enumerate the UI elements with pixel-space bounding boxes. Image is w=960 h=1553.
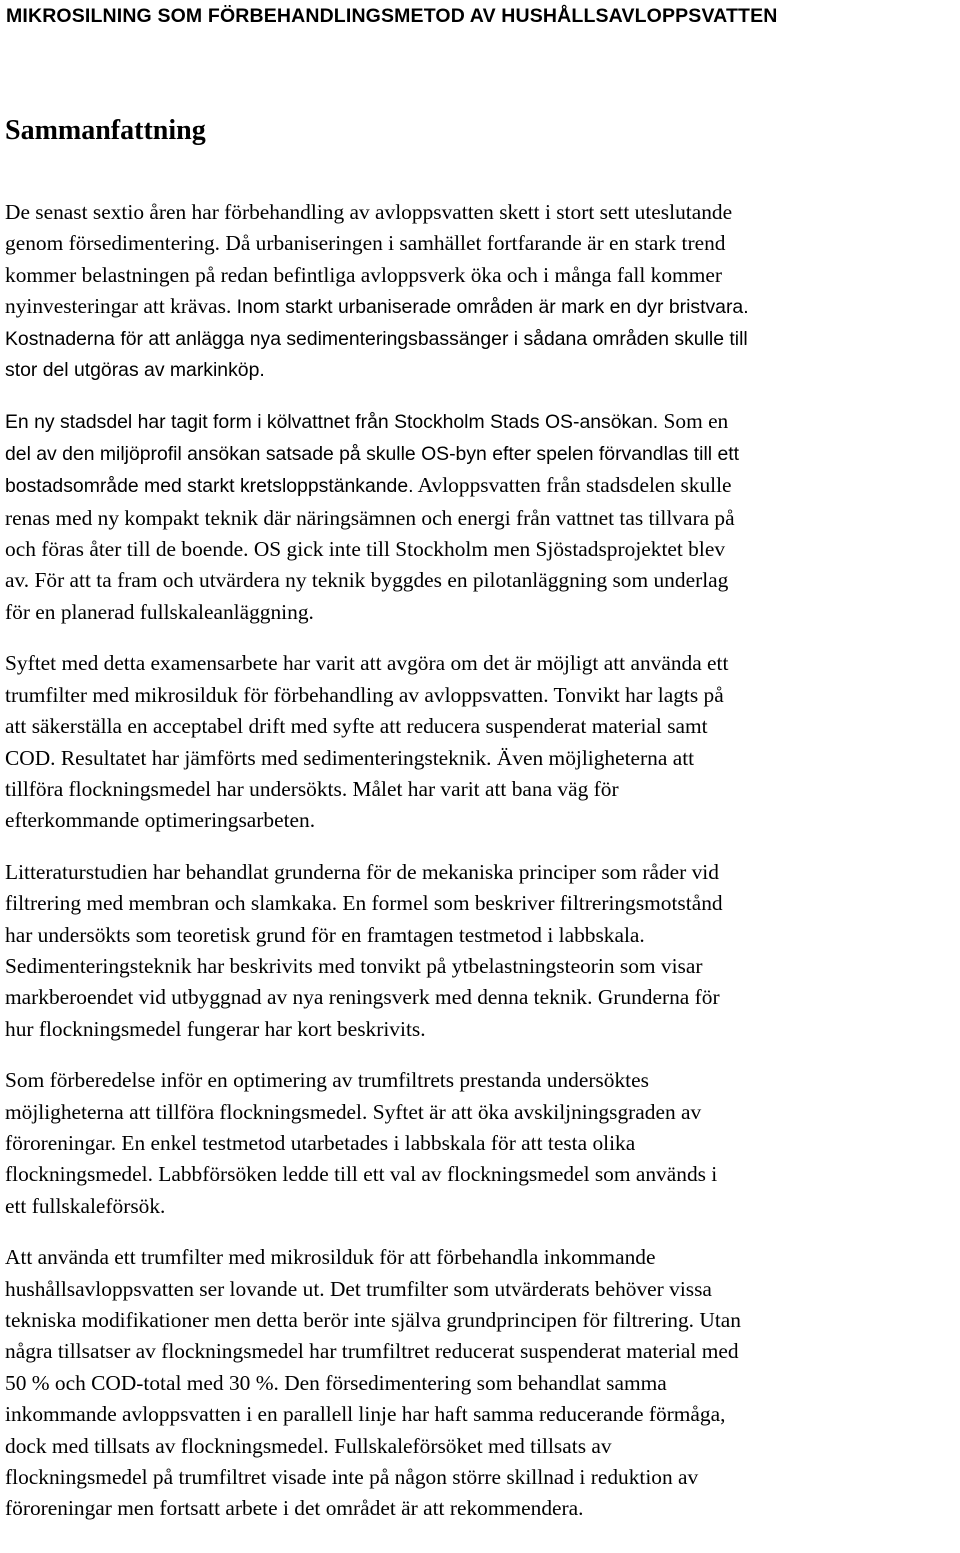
text-line: Litteraturstudien har behandlat grunderna för de mekaniska principer som råder vid (5, 859, 719, 884)
text-line: Som förberedelse inför en optimering av trumfiltrets prestanda undersöktes (5, 1068, 649, 1093)
text-line: markberoendet vid utbyggnad av nya reningsverk med denna teknik. Grunderna för (5, 985, 720, 1010)
text-line: del av den miljöprofil ansökan satsade på skulle OS-byn efter spelen förvandlas till ett (5, 442, 740, 465)
text-line: av. För att ta fram och utvärdera ny teknik byggdes en pilotanläggning som underlag (5, 568, 729, 593)
section-title: Sammanfattning (5, 115, 206, 146)
paragraph-2 (5, 406, 957, 628)
text-line: några tillsatser av flockningsmedel har trumfiltret reducerat suspenderat material med (5, 1339, 739, 1364)
text-line: föroreningar men fortsatt arbete i det området är att rekommendera. (5, 1496, 584, 1521)
text-line: De senast sextio åren har förbehandling av avloppsvatten skett i stort sett uteslutande (5, 200, 733, 224)
text-line: inkommande avloppsvatten i en parallell linje har haft samma reducerande förmåga, (5, 1402, 726, 1427)
paragraph-6 (5, 1242, 957, 1525)
text-fragment-sans: Inom starkt urbaniserade områden är mark en dyr bristvara. (236, 296, 749, 319)
text-line: 50 % och COD-total med 30 %. Den försedimentering som behandlat samma (5, 1370, 667, 1395)
paragraph-3 (5, 648, 957, 836)
text-line: tillföra flockningsmedel har undersökts. Målet har varit att bana väg för (5, 776, 619, 801)
text-line: flockningsmedel. Labbförsöken ledde till ett val av flockningsmedel som används i (5, 1162, 718, 1187)
text-line: hushållsavloppsvatten ser lovande ut. Det trumfilter som utvärderats behöver vissa (5, 1276, 712, 1301)
text-line: stor del utgöras av markinköp. (5, 359, 265, 382)
text-line: genom försedimentering. Då urbaniseringen i samhället fortfarande är en stark trend (5, 231, 726, 256)
text-line (5, 470, 957, 502)
text-line: föroreningar. En enkel testmetod utarbetades i labbskala för att testa olika (5, 1130, 636, 1155)
paragraph-5 (5, 1065, 957, 1222)
text-line: hur flockningsmedel fungerar har kort beskrivits. (5, 1016, 426, 1041)
text-line (5, 291, 957, 323)
text-line: möjligheterna att tillföra flockningsmedel. Syftet är att öka avskiljningsgraden av (5, 1099, 702, 1124)
text-fragment: Avloppsvatten från stadsdelen skulle (413, 473, 732, 498)
text-line: Sedimenteringsteknik har beskrivits med tonvikt på ytbelastningsteorin som visar (5, 953, 703, 978)
document-body (5, 197, 957, 1545)
text-line: för en planerad fullskaleanläggning. (5, 599, 314, 624)
paragraph-4 (5, 857, 957, 1045)
text-line: COD. Resultatet har jämförts med sedimenteringsteknik. Även möjligheterna att (5, 745, 695, 770)
text-line: tekniska modifikationer men detta berör inte själva grundprincipen för filtrering. Utan (5, 1308, 741, 1332)
text-line: att säkerställa en acceptabel drift med syfte att reducera suspenderat material samt (5, 714, 708, 739)
text-line: filtrering med membran och slamkaka. En formel som beskriver filtreringsmotstånd (5, 891, 723, 916)
text-fragment-sans: bostadsområde med starkt kretsloppstänkande. (5, 475, 414, 498)
text-line: har undersökts som teoretisk grund för en framtagen testmetod i labbskala. (5, 922, 645, 947)
text-line: flockningsmedel på trumfiltret visade inte på någon större skillnad i reduktion av (5, 1465, 699, 1490)
text-line: kommer belastningen på redan befintliga avloppsverk öka och i många fall kommer (5, 262, 722, 287)
text-fragment: Som en (658, 409, 729, 434)
running-header: MIKROSILNING SOM FÖRBEHANDLINGSMETOD AV HUSHÅLLSAVLOPPSVATTEN (6, 5, 778, 27)
text-fragment: nyinvesteringar att krävas. (5, 294, 232, 319)
text-line: ett fullskaleförsök. (5, 1193, 166, 1218)
text-line: trumfilter med mikrosilduk för förbehandling av avloppsvatten. Tonvikt har lagts på (5, 682, 724, 707)
text-line (5, 406, 957, 438)
text-line: efterkommande optimeringsarbeten. (5, 808, 316, 833)
text-line: Kostnaderna för att anlägga nya sedimenteringsbassänger i sådana områden skulle till (5, 327, 748, 350)
text-line: och föras åter till de boende. OS gick inte till Stockholm men Sjöstadsprojektet blev (5, 537, 726, 562)
text-line: dock med tillsats av flockningsmedel. Fullskaleförsöket med tillsats av (5, 1433, 612, 1458)
text-fragment-sans: En ny stadsdel har tagit form i kölvattnet från Stockholm Stads OS-ansökan. (5, 411, 659, 434)
text-line: Syftet med detta examensarbete har varit att avgöra om det är möjligt att använda ett (5, 651, 729, 676)
paragraph-1 (5, 197, 957, 386)
text-line: Att använda ett trumfilter med mikrosilduk för att förbehandla inkommande (5, 1245, 656, 1270)
text-line: renas med ny kompakt teknik där näringsämnen och energi från vattnet tas tillvara på (5, 505, 735, 530)
